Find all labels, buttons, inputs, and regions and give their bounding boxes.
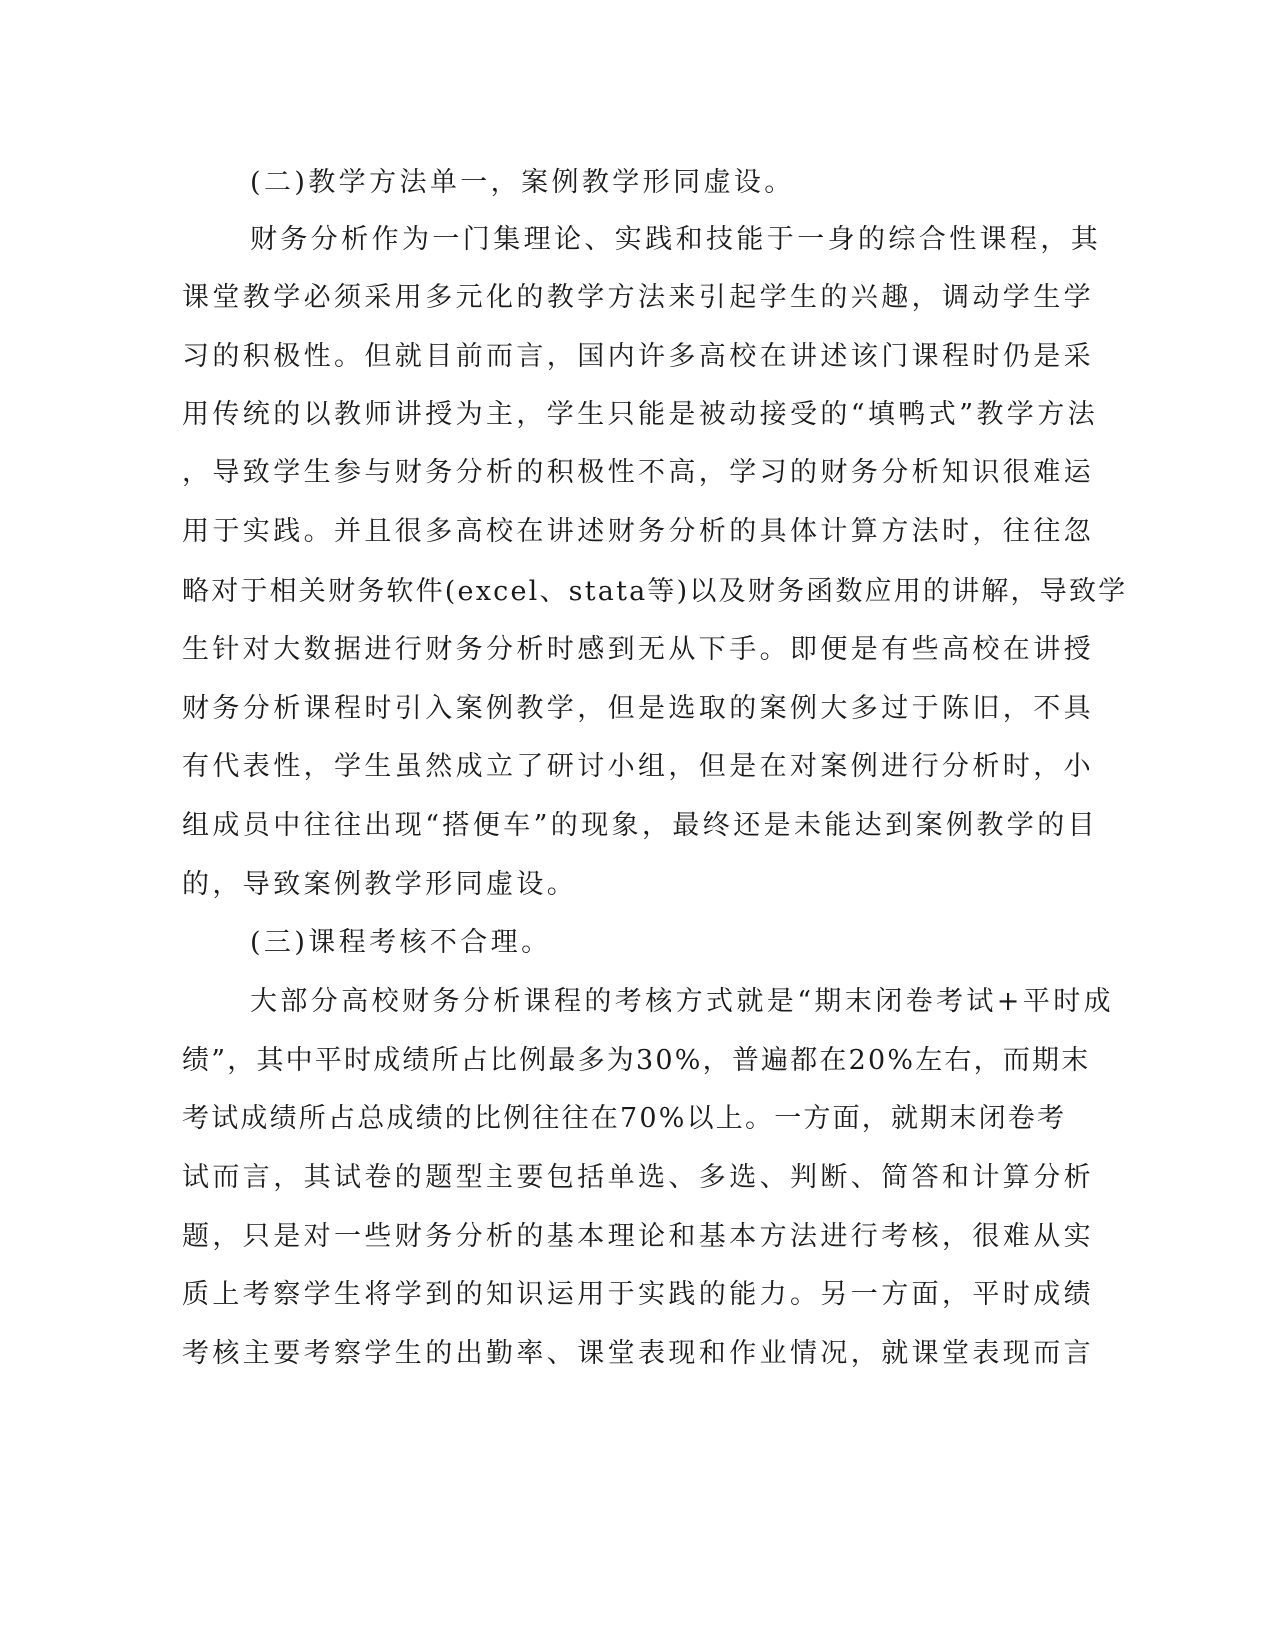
paragraph-line: 课堂教学必须采用多元化的教学方法来引起学生的兴趣，调动学生学 [182, 282, 1094, 313]
paragraph-line: 生针对大数据进行财务分析时感到无从下手。即便是有些高校在讲授 [182, 634, 1094, 665]
paragraph-line: 题，只是对一些财务分析的基本理论和基本方法进行考核，很难从实 [182, 1221, 1094, 1252]
paragraph-line: 财务分析课程时引入案例教学，但是选取的案例大多过于陈旧，不具 [182, 693, 1094, 724]
paragraph-line: 绩”，其中平时成绩所占比例最多为30%，普遍都在20%左右，而期末 [182, 1045, 1091, 1076]
paragraph-line: 的，导致案例教学形同虚设。 [182, 869, 578, 900]
paragraph-line: 财务分析作为一门集理论、实践和技能于一身的综合性课程，其 [250, 224, 1102, 255]
section-heading-3: (三)课程考核不合理。 [250, 927, 552, 958]
paragraph-line: 质上考察学生将学到的知识运用于实践的能力。另一方面，平时成绩 [182, 1279, 1094, 1310]
paragraph-line: ，导致学生参与财务分析的积极性不高，学习的财务分析知识很难运 [182, 457, 1094, 488]
paragraph-line: 考核主要考察学生的出勤率、课堂表现和作业情况，就课堂表现而言 [182, 1338, 1094, 1369]
paragraph-line: 用传统的以教师讲授为主，学生只能是被动接受的“填鸭式”教学方法 [182, 399, 1099, 430]
paragraph-line: 略对于相关财务软件(excel、stata等)以及财务函数应用的讲解，导致学 [182, 576, 1128, 607]
paragraph-line: 大部分高校财务分析课程的考核方式就是“期末闭卷考试+平时成 [250, 986, 1115, 1017]
paragraph-line: 有代表性，学生虽然成立了研讨小组，但是在对案例进行分析时，小 [182, 751, 1094, 782]
paragraph-line: 组成员中往往出现“搭便车”的现象，最终还是未能达到案例教学的目 [182, 810, 1099, 841]
paragraph-line: 考试成绩所占总成绩的比例往往在70%以上。一方面，就期末闭卷考 [182, 1103, 1067, 1134]
paragraph-line: 试而言，其试卷的题型主要包括单选、多选、判断、简答和计算分析 [182, 1162, 1094, 1193]
paragraph-line: 习的积极性。但就目前而言，国内许多高校在讲述该门课程时仍是采 [182, 341, 1094, 372]
section-heading-2: (二)教学方法单一，案例教学形同虚设。 [250, 167, 795, 198]
paragraph-line: 用于实践。并且很多高校在讲述财务分析的具体计算方法时，往往忽 [182, 516, 1094, 547]
